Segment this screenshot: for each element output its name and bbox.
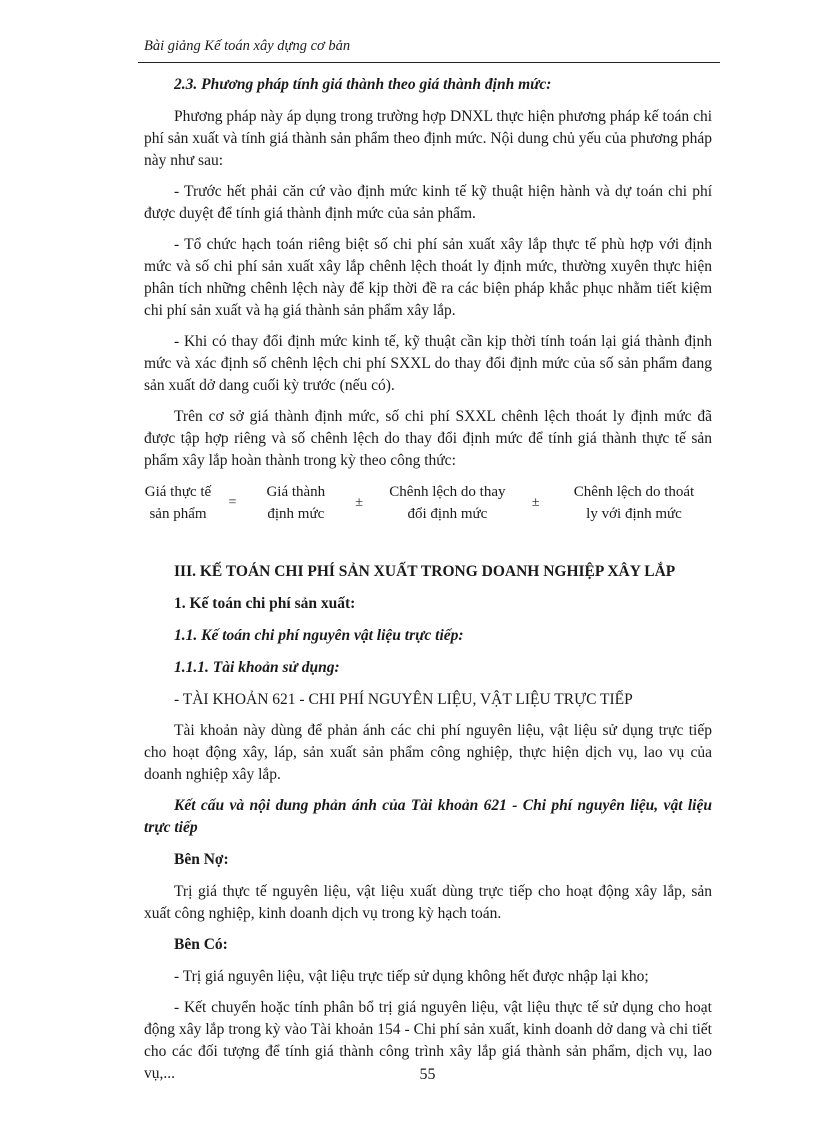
paragraph: - Trước hết phải căn cứ vào định mức kinh tế kỹ thuật hiện hành và dự toán chi phí được duyệt để tính giá thành định mức của sản phẩm. <box>144 183 712 222</box>
formula-term-change-difference: Chênh lệch do thay đổi định mức <box>389 484 506 522</box>
running-header: Bài giảng Kế toán xây dựng cơ bản <box>144 38 351 54</box>
paragraph: Phương pháp này áp dụng trong trường hợp DNXL thực hiện phương pháp kế toán chi phí sản xuất và tính giá thành sản phẩm theo định mức. Nội dung chủ yếu của phương pháp này như sau: <box>144 108 712 169</box>
header-rule <box>138 62 720 63</box>
credit-heading: Bên Có: <box>174 936 228 953</box>
paragraph: - Tổ chức hạch toán riêng biệt số chi phí sản xuất xây lắp thực tế phù hợp với định mức và số chi phí sản xuất xây lắp chênh lệch thoát ly định mức, thường xuyên thực hiện phân tích những chênh lệch này để kịp thời đề ra các biện pháp khắc phục nhằm tiết kiệm chi phí sản xuất và hạ giá thành sản phẩm xây lắp. <box>144 236 712 319</box>
cost-formula <box>142 481 714 525</box>
formula-operator-plusminus: ± <box>355 495 363 510</box>
formula-term-deviation-difference: Chênh lệch do thoát ly với định mức <box>573 484 695 522</box>
paragraph: Trị giá thực tế nguyên liệu, vật liệu xuất dùng trực tiếp cho hoạt động xây lắp, sản xuất công nghiệp, kinh doanh dịch vụ trong kỳ hạch toán. <box>144 883 712 922</box>
section-heading-1-1: 1.1. Kế toán chi phí nguyên vật liệu trực tiếp: <box>174 627 464 644</box>
section-heading-2-3: 2.3. Phương pháp tính giá thành theo giá thành định mức: <box>174 76 552 93</box>
formula-term-standard-cost: Giá thành định mức <box>266 484 326 522</box>
paragraph: - Trị giá nguyên liệu, vật liệu trực tiếp sử dụng không hết được nhập lại kho; <box>174 968 649 985</box>
page-content <box>144 74 712 1094</box>
page-number: 55 <box>419 1066 436 1083</box>
paragraph: Trên cơ sở giá thành định mức, số chi phí SXXL chênh lệch thoát ly định mức đã được tập hợp riêng và số chênh lệch do thay đổi định mức để tính giá thành thực tế sản phẩm xây lắp hoàn thành trong kỳ theo công thức: <box>144 408 712 469</box>
paragraph: - Kết chuyển hoặc tính phân bổ trị giá nguyên liệu, vật liệu thực tế sử dụng cho hoạt động xây lắp trong kỳ vào Tài khoản 154 - Chi phí sản xuất, kinh doanh dở dang và chi tiết cho các đối tượng để tính giá thành công trình xây lắp giá thành sản phẩm, dịch vụ, lao vụ,... <box>144 999 712 1082</box>
debit-heading: Bên Nợ: <box>174 851 229 868</box>
paragraph: - Khi có thay đổi định mức kinh tế, kỹ thuật cần kịp thời tính toán lại giá thành định mức và xác định số chênh lệch chi phí SXXL do thay đổi định mức của số sản phẩm đang sản xuất dở dang cuối kỳ trước (nếu có). <box>144 333 712 394</box>
formula-operator-equals: = <box>228 495 237 510</box>
paragraph: - TÀI KHOẢN 621 - CHI PHÍ NGUYÊN LIỆU, VẬT LIỆU TRỰC TIẾP <box>174 691 633 708</box>
formula-operator-plusminus: ± <box>531 495 540 510</box>
formula-term-actual-price: Giá thực tế sản phẩm <box>144 484 212 522</box>
section-heading-1-1-1: 1.1.1. Tài khoản sử dụng: <box>174 659 340 676</box>
structure-heading: Kết cấu và nội dung phản ánh của Tài khoản 621 - Chi phí nguyên liệu, vật liệu trực tiếp <box>144 797 712 836</box>
section-heading-1: 1. Kế toán chi phí sản xuất: <box>174 595 356 612</box>
paragraph: Tài khoản này dùng để phản ánh các chi phí nguyên liệu, vật liệu sử dụng trực tiếp cho hoạt động xây, láp, sản xuất sản phẩm công nghiệp, thực hiện dịch vụ, lao vụ của doanh nghiệp xây lắp. <box>144 722 712 783</box>
section-heading-III: III. KẾ TOÁN CHI PHÍ SẢN XUẤT TRONG DOANH NGHIỆP XÂY LẮP <box>174 563 676 580</box>
